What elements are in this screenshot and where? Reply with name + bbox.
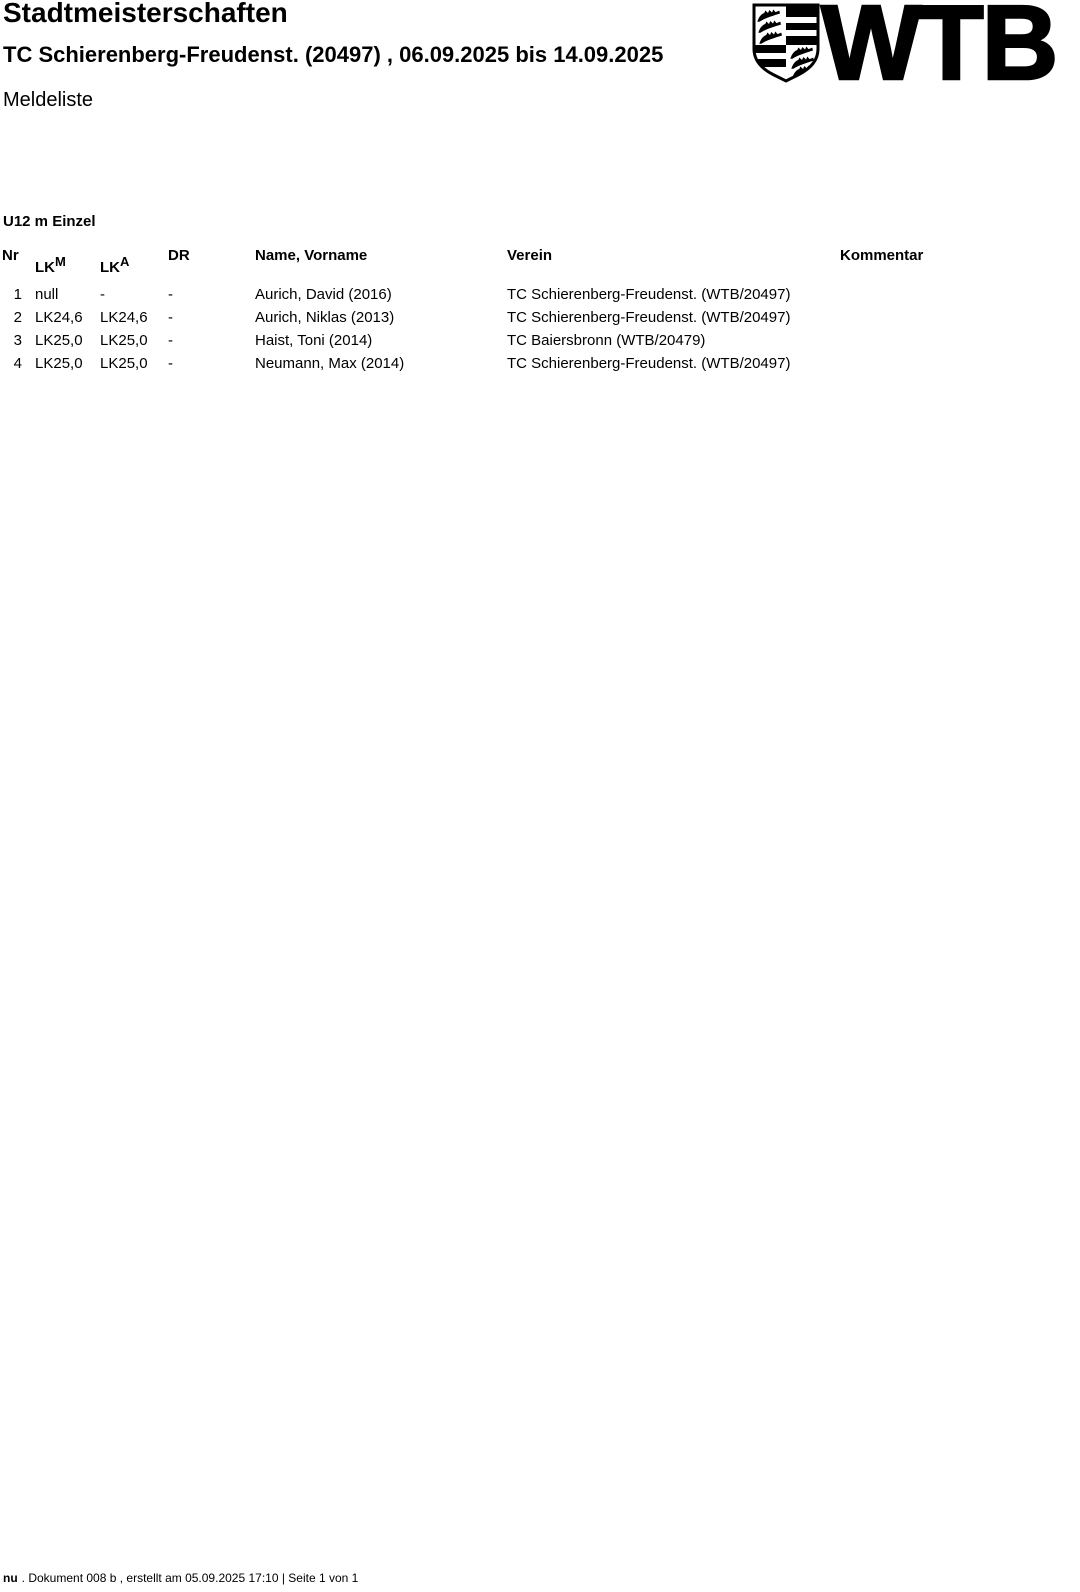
section-title: U12 m Einzel xyxy=(3,213,96,230)
entry-row xyxy=(2,329,1078,352)
col-header-kommentar: Kommentar xyxy=(840,247,924,264)
page-title: Stadtmeisterschaften xyxy=(3,0,288,28)
cell-name: Haist, Toni (2014) xyxy=(255,332,373,349)
entry-row xyxy=(2,283,1078,306)
lk-m-base: LK xyxy=(35,259,55,276)
cell-nr: 2 xyxy=(13,309,22,326)
cell-lk-a: LK25,0 xyxy=(100,355,148,372)
cell-dr: - xyxy=(168,309,173,326)
col-header-lk-a xyxy=(100,252,168,278)
cell-lk-m: LK25,0 xyxy=(35,332,83,349)
tournament-subtitle: TC Schierenberg-Freudenst. (20497) , 06.09.2025 bis 14.09.2025 xyxy=(3,42,664,67)
cell-nr: 3 xyxy=(13,332,22,349)
cell-name: Neumann, Max (2014) xyxy=(255,355,405,372)
list-type-label: Meldeliste xyxy=(3,89,94,111)
col-header-name: Name, Vorname xyxy=(255,247,368,264)
cell-dr: - xyxy=(168,355,173,372)
cell-kommentar xyxy=(840,306,1078,329)
entry-row xyxy=(2,306,1078,329)
cell-dr: - xyxy=(168,286,173,303)
wtb-logo-text: WTB xyxy=(821,0,1057,102)
cell-lk-a: LK24,6 xyxy=(100,309,148,326)
cell-lk-m: LK25,0 xyxy=(35,355,83,372)
entry-row xyxy=(2,352,1078,375)
entry-table xyxy=(2,246,1078,375)
cell-kommentar xyxy=(840,352,1078,375)
cell-lk-a: LK25,0 xyxy=(100,332,148,349)
cell-verein: TC Schierenberg-Freudenst. (WTB/20497) xyxy=(507,355,791,372)
cell-name: Aurich, Niklas (2013) xyxy=(255,309,395,326)
table-header-row xyxy=(2,246,1078,276)
cell-nr: 4 xyxy=(13,355,22,372)
cell-verein: TC Schierenberg-Freudenst. (WTB/20497) xyxy=(507,286,791,303)
cell-verein: TC Schierenberg-Freudenst. (WTB/20497) xyxy=(507,309,791,326)
lk-a-sup: A xyxy=(120,254,130,269)
wuerttemberg-crest-shield-icon xyxy=(750,3,822,83)
col-header-lk-m xyxy=(35,252,100,278)
cell-name: Aurich, David (2016) xyxy=(255,286,392,303)
col-header-nr: Nr xyxy=(2,247,19,264)
cell-kommentar xyxy=(840,329,1078,352)
cell-lk-a: - xyxy=(100,286,105,303)
cell-verein: TC Baiersbronn (WTB/20479) xyxy=(507,332,706,349)
footer-user: nu xyxy=(3,1571,18,1585)
col-header-dr: DR xyxy=(168,247,190,264)
cell-lk-m: LK24,6 xyxy=(35,309,83,326)
document-footer xyxy=(3,1571,358,1586)
lk-a-base: LK xyxy=(100,259,120,276)
lk-m-sup: M xyxy=(55,254,66,269)
col-header-verein: Verein xyxy=(507,247,553,264)
cell-nr: 1 xyxy=(13,286,22,303)
footer-info: . Dokument 008 b , erstellt am 05.09.2025 17:10 | Seite 1 von 1 xyxy=(21,1571,359,1585)
cell-kommentar xyxy=(840,283,1078,306)
cell-lk-m: null xyxy=(35,286,59,303)
cell-dr: - xyxy=(168,332,173,349)
